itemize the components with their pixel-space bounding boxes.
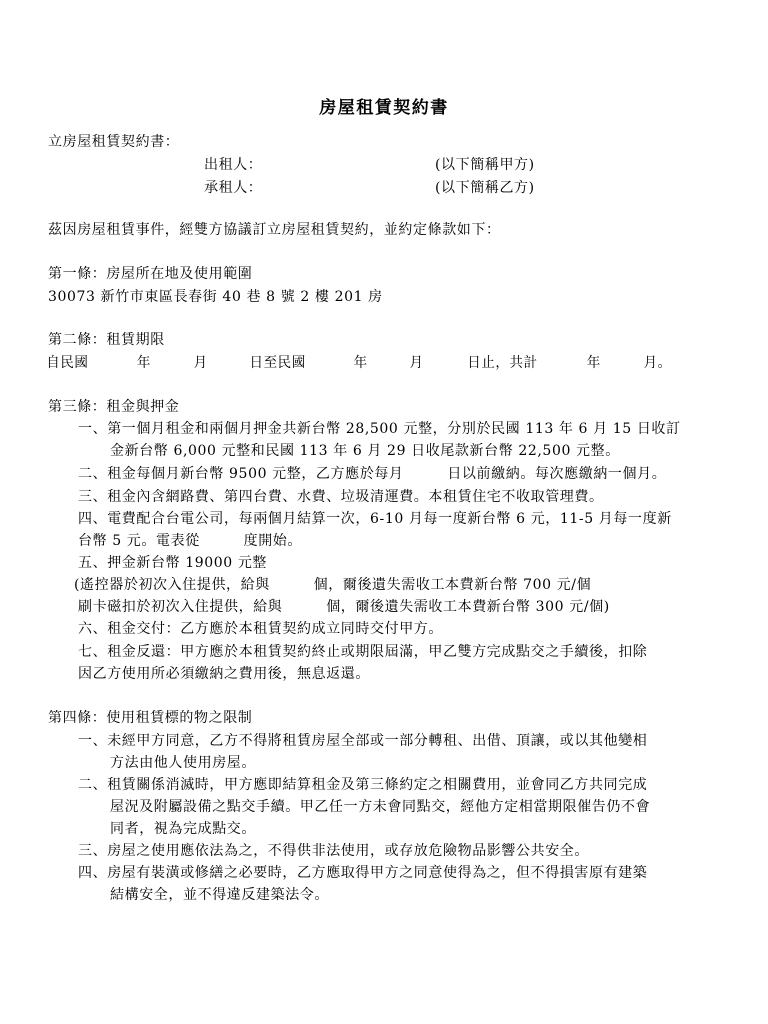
article3-line: 二、租金每個月新台幣 9500 元整，乙方應於每月 日以前繳納。每次應繳納一個月。 (78, 466, 667, 482)
article3-line: 三、租金內含網路費、第四台費、水費、垃圾清運費。本租賃住宅不收取管理費。 (78, 489, 604, 505)
article4-line: 一、未經甲方同意，乙方不得將租賃房屋全部或一部分轉租、出借、頂讓，或以其他變相 (78, 733, 648, 749)
article4-line: 結構安全，並不得違反建築法令。 (110, 887, 329, 903)
lease-term-part: 月。 (643, 355, 672, 371)
article3-line: (遙控器於初次入住提供，給與 個，爾後遺失需收工本費新台幣 700 元/個 (74, 577, 592, 593)
article2-heading: 第二條：租賃期限 (48, 332, 165, 348)
article4-line: 方法由他人使用房屋。 (110, 755, 256, 771)
lease-term-part: 自民國 (46, 355, 89, 371)
lessee-note: (以下簡稱乙方) (435, 180, 535, 196)
article3-heading: 第三條：租金與押金 (48, 399, 180, 415)
lessee-label: 承租人： (204, 180, 263, 196)
preamble: 茲因房屋租賃事件，經雙方協議訂立房屋租賃契約，並約定條款如下： (48, 222, 501, 238)
article3-line: 台幣 5 元。電表從 度開始。 (78, 533, 303, 549)
lease-term-part: 年 (353, 355, 368, 371)
article4-heading: 第四條：使用租賃標的物之限制 (48, 710, 253, 726)
article4-line: 同者，視為完成點交。 (110, 821, 256, 837)
article4-line: 三、房屋之使用應依法為之，不得供非法使用，或存放危險物品影響公共安全。 (78, 843, 589, 859)
lease-term-part: 年 (136, 355, 151, 371)
intro-heading: 立房屋租賃契約書： (48, 134, 180, 150)
article3-line: 一、第一個月租金和兩個月押金共新台幣 28,500 元整，分別於民國 113 年 6 月 15 日收訂 (78, 421, 681, 437)
document-title: 房屋租賃契約書 (319, 98, 449, 118)
article3-line: 五、押金新台幣 19000 元整 (78, 555, 268, 571)
lessor-note: (以下簡稱甲方) (435, 157, 535, 173)
article4-line: 二、租賃關係消滅時，甲方應即結算租金及第三條約定之相關費用，並會同乙方共同完成 (78, 777, 648, 793)
lease-term-part: 月 (193, 355, 208, 371)
article3-line: 四、電費配合台電公司，每兩個月結算一次，6-10 月每一度新台幣 6 元，11-5 月每一度新 (78, 511, 672, 527)
lessor-label: 出租人： (204, 157, 263, 173)
lease-term-part: 日至民國 (249, 355, 306, 371)
article4-line: 屋況及附屬設備之點交手續。甲乙任一方未會同點交，經他方定相當期限催告仍不會 (110, 799, 651, 815)
article3-line: 六、租金交付：乙方應於本租賃契約成立同時交付甲方。 (78, 621, 443, 637)
article1-heading: 第一條：房屋所在地及使用範圍 (48, 266, 253, 282)
article3-line: 金新台幣 6,000 元整和民國 113 年 6 月 29 日收尾款新台幣 22,500 元整。 (110, 443, 620, 459)
lease-term-part: 月 (409, 355, 424, 371)
article3-line: 刷卡磁扣於初次入住提供，給與 個，爾後遺失需收工本費新台幣 300 元/個) (78, 599, 610, 615)
article3-line: 七、租金反還：甲方應於本租賃契約終止或期限屆滿，甲乙雙方完成點交之手續後，扣除 (78, 644, 648, 660)
lease-term-part: 年 (586, 355, 601, 371)
property-address: 30073 新竹市東區長春街 40 巷 8 號 2 樓 201 房 (48, 289, 383, 305)
article4-line: 四、房屋有裝潢或修繕之必要時，乙方應取得甲方之同意使得為之，但不得損害原有建築 (78, 865, 648, 881)
article3-line: 因乙方使用所必須繳納之費用後，無息返還。 (78, 666, 370, 682)
lease-term-part: 日止，共計 (467, 355, 538, 371)
